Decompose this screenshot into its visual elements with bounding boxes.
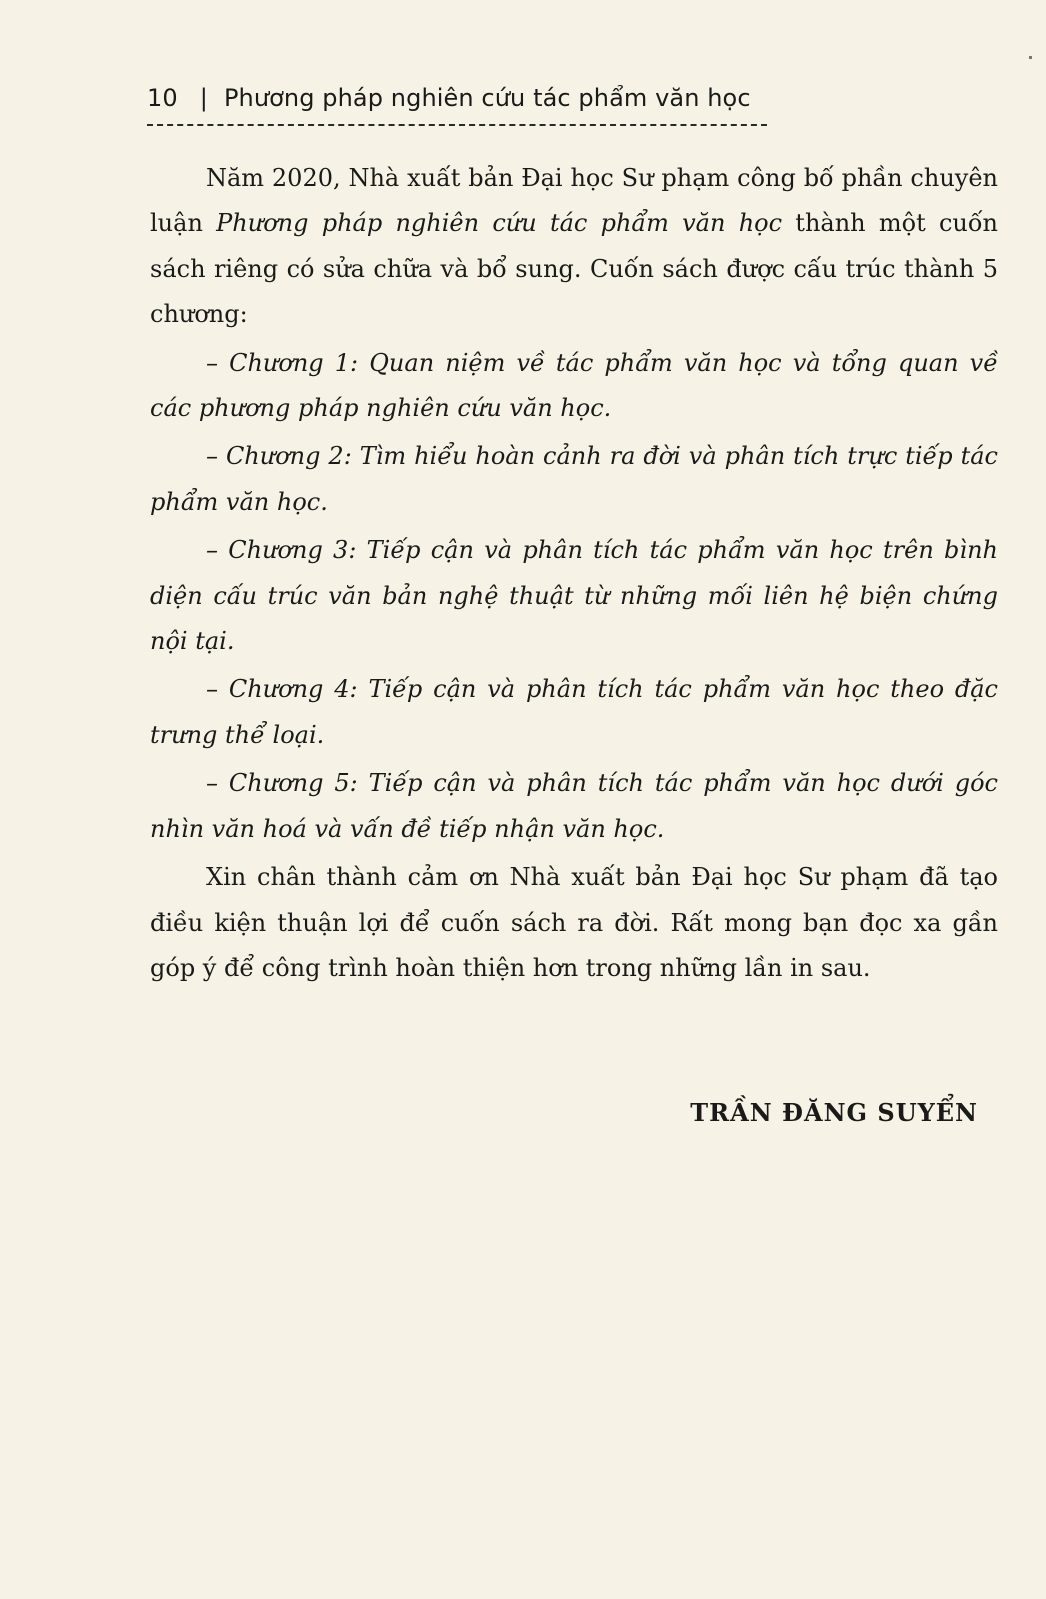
chapter-4-item: – Chương 4: Tiếp cận và phân tích tác phẩm văn học theo đặc trưng thể loại. (150, 675, 998, 749)
running-head (147, 84, 767, 126)
chapter-2-item: – Chương 2: Tìm hiểu hoàn cảnh ra đời và phân tích trực tiếp tác phẩm văn học. (150, 442, 998, 516)
chapter-1-item: – Chương 1: Quan niệm về tác phẩm văn học và tổng quan về các phương pháp nghiên cứu văn học. (150, 348, 998, 423)
header-separator: | (199, 84, 208, 112)
print-mark (1029, 56, 1032, 59)
chapter-3-item: – Chương 3: Tiếp cận và phân tích tác phẩm văn học trên bình diện cấu trúc văn bản nghệ thuật từ những mối liên hệ biện chứng nội tại. (150, 536, 998, 656)
closing-paragraph: Xin chân thành cảm ơn Nhà xuất bản Đại học Sư phạm đã tạo điều kiện thuận lợi để cuốn sách ra đời. Rất mong bạn đọc xa gần góp ý để công trình hoàn thiện hơn trong những lần in sau. (150, 863, 998, 982)
intro-paragraph (150, 156, 998, 338)
intro-text-start: Năm 2020, Nhà xuất bản Đại học Sư phạm công bố phần chuyên luận (150, 164, 998, 238)
book-title: Phương pháp nghiên cứu tác phẩm văn học (223, 84, 751, 112)
body-text (150, 156, 998, 994)
author-signature: TRẦN ĐĂNG SUYỂN (690, 1098, 978, 1127)
intro-book-title: Phương pháp nghiên cứu tác phẩm văn học (216, 209, 783, 238)
chapter-5-item: – Chương 5: Tiếp cận và phân tích tác phẩm văn học dưới góc nhìn văn hoá và vấn đề tiếp nhận văn học. (150, 769, 998, 843)
intro-text-end: thành một cuốn sách riêng có sửa chữa và bổ sung. Cuốn sách được cấu trúc thành 5 chương: (150, 209, 999, 329)
page-number: 10 (147, 84, 178, 112)
